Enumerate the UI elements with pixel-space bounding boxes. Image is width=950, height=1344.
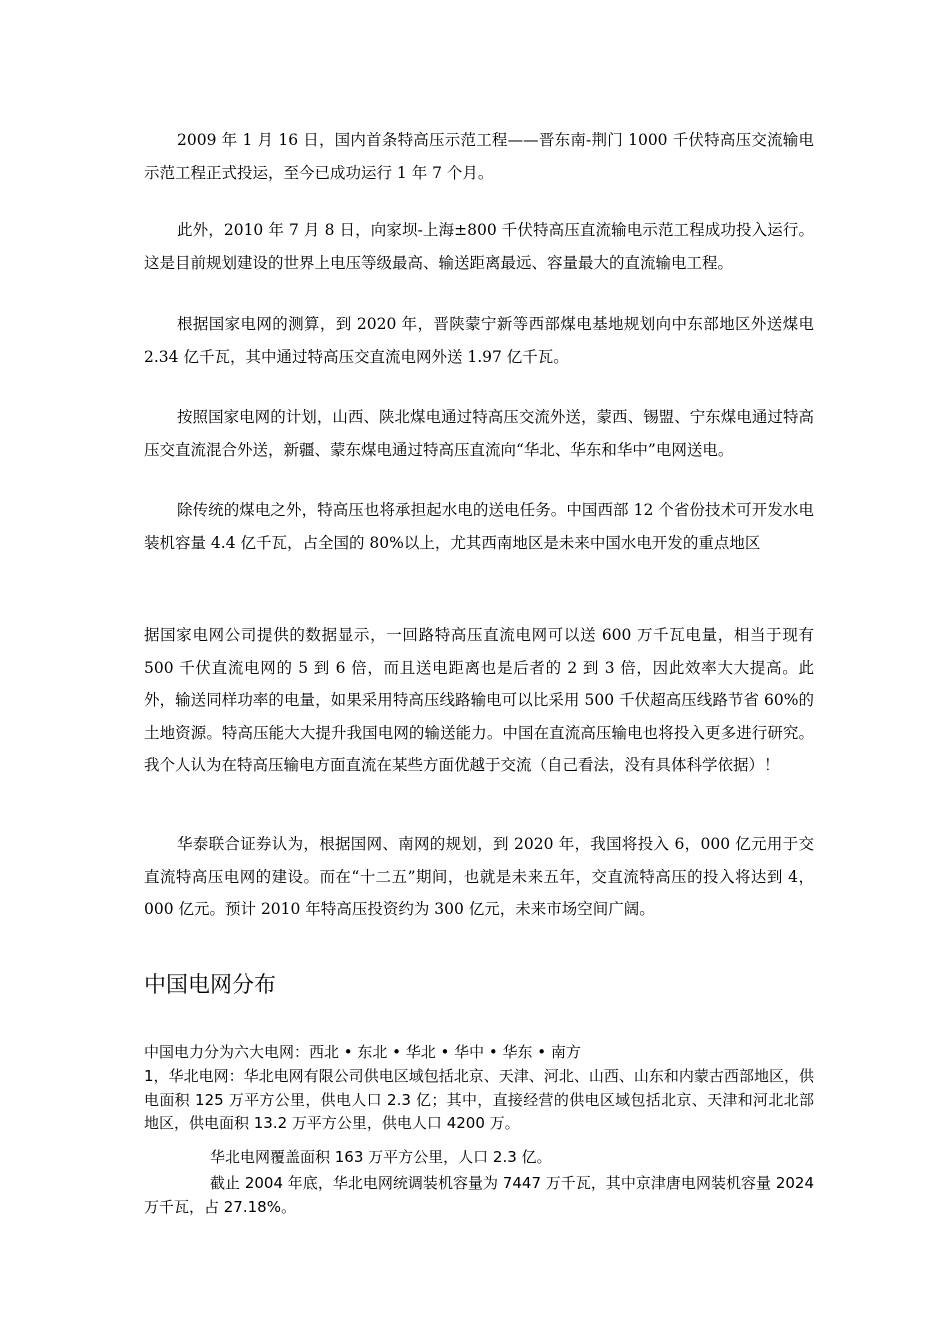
paragraph-investment: 华泰联合证券认为，根据国网、南网的规划，到 2020 年，我国将投入 6，000 亿元用于交直流特高压电网的建设。而在“十二五”期间，也就是未来五年，交直流特高压的投入将达到 4，000 亿元。预计 2010 年特高压投资约为 300 亿元，未来市场空间广阔。: [144, 835, 814, 918]
coverage-line: 华北电网覆盖面积 163 万平方公里，人口 2.3 亿。: [210, 1148, 552, 1166]
paragraph-uhv-ac-project: 2009 年 1 月 16 日，国内首条特高压示范工程——晋东南-荆门 1000 千伏特高压交流输电示范工程正式投运，至今已成功运行 1 年 7 个月。: [144, 131, 814, 182]
paragraph-coal-power-forecast: 根据国家电网的测算，到 2020 年，晋陕蒙宁新等西部煤电基地规划向中东部地区外送煤电 2.34 亿千瓦，其中通过特高压交直流电网外送 1.97 亿千瓦。: [144, 315, 814, 366]
paragraph-dc-advantages: 据国家电网公司提供的数据显示，一回路特高压直流电网可以送 600 万千瓦电量，相当于现有 500 千伏直流电网的 5 到 6 倍，而且送电距离也是后者的 2 到 3 倍，因此效率大大提高。此外，输送同样功率的电量，如果采用特高压线路输电可以比采用 500 千伏超高压线路节省 60%的土地资源。特高压能大大提升我国电网的输送能力。中国在直流高压输电也将投入更多进行研究。我个人认为在特高压输电方面直流在某些方面优越于交流（自己看法，没有具体科学依据）！: [144, 626, 814, 774]
north-china-grid-paragraph: 1，华北电网：华北电网有限公司供电区域包括北京、天津、河北、山西、山东和内蒙古西部地区，供电面积 125 万平方公里，供电人口 2.3 亿；其中，直接经营的供电区域包括北京、天津和河北北部地区，供电面积 13.2 万平方公里，供电人口 4200 万。: [144, 1067, 814, 1132]
capacity-paragraph: 截止 2004 年底，华北电网统调装机容量为 7447 万千瓦，其中京津唐电网装机容量 2024 万千瓦，占 27.18%。: [144, 1174, 814, 1216]
paragraph-uhv-dc-project: 此外，2010 年 7 月 8 日，向家坝-上海±800 千伏特高压直流输电示范工程成功投入运行。这是目前规划建设的世界上电压等级最高、输送距离最远、容量最大的直流输电工程。: [144, 221, 814, 272]
grid-intro-line: 中国电力分为六大电网：西北 • 东北 • 华北 • 华中 • 华东 • 南方: [144, 1043, 581, 1061]
paragraph-grid-plan: 按照国家电网的计划，山西、陕北煤电通过特高压交流外送，蒙西、锡盟、宁东煤电通过特高压交直流混合外送，新疆、蒙东煤电通过特高压直流向“华北、华东和华中”电网送电。: [144, 408, 814, 459]
section-heading: 中国电网分布: [144, 973, 277, 998]
paragraph-hydropower: 除传统的煤电之外，特高压也将承担起水电的送电任务。中国西部 12 个省份技术可开发水电装机容量 4.4 亿千瓦，占全国的 80%以上，尤其西南地区是未来中国水电开发的重点地区: [144, 501, 814, 552]
